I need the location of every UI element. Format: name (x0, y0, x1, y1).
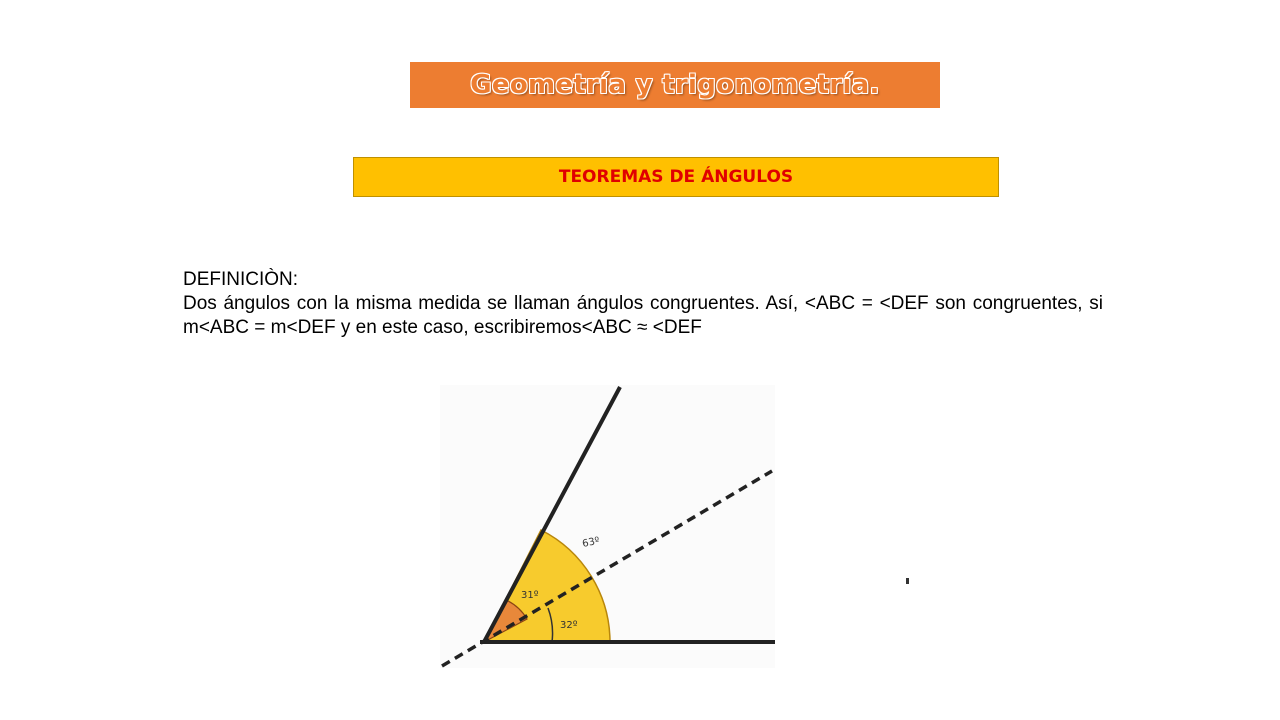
label-inner-top: 31º (521, 590, 539, 601)
label-inner-bottom: 32º (560, 620, 578, 631)
definition-heading: DEFINICIÒN: (183, 269, 299, 290)
definition-block (183, 268, 1103, 340)
subtitle-banner (353, 157, 999, 197)
handle-dot-right (906, 578, 909, 584)
label-outer-angle: 63º (581, 535, 601, 550)
slide-title: Geometría y trigonometría. (470, 70, 880, 100)
angle-figure (440, 385, 775, 668)
definition-text: Dos ángulos con la misma medida se llaman ángulos congruentes. Así, <ABC = <DEF son congruentes, si m<ABC = m<DEF y en este caso, escribiremos<ABC ≈ <DEF (183, 293, 1103, 338)
title-banner (410, 62, 940, 108)
slide-subtitle: TEOREMAS DE ÁNGULOS (558, 167, 794, 187)
